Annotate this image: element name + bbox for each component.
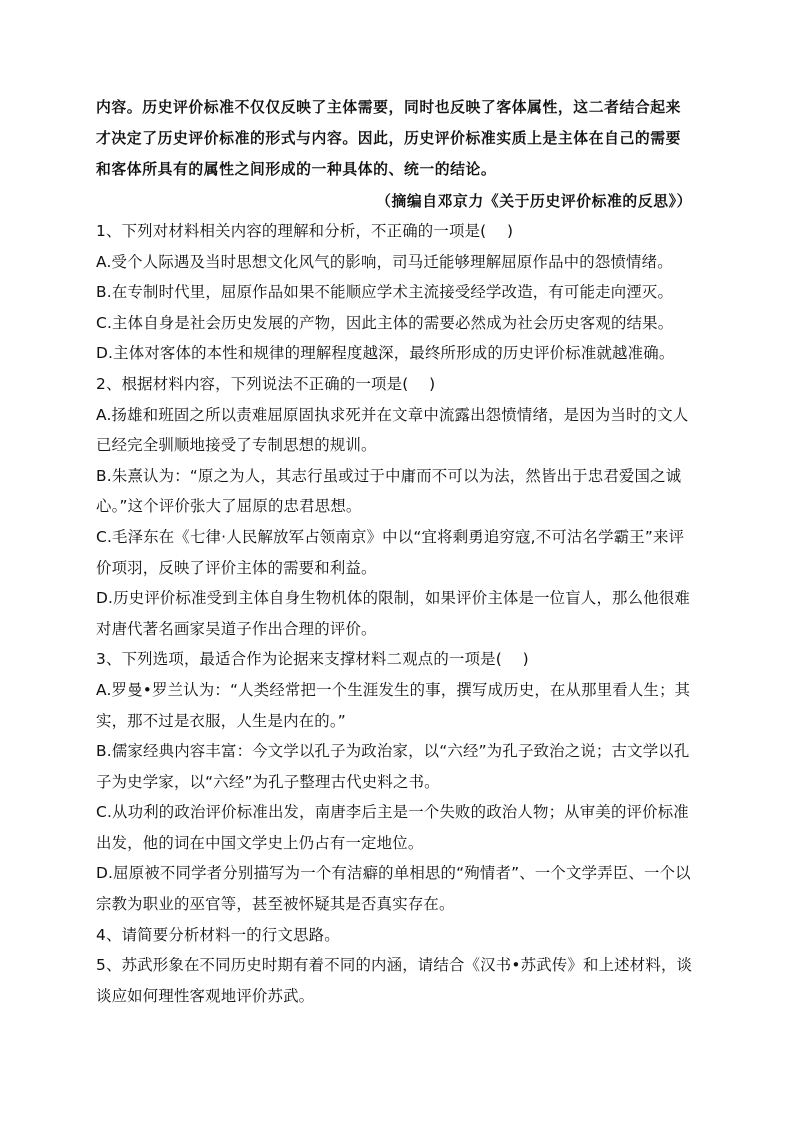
question-list — [96, 216, 696, 1011]
question-3-option-a: A.罗曼•罗兰认为：“人类经常把一个生涯发生的事，撰写成历史，在从那里看人生；其实，那不过是衣服，人生是内在的。” — [96, 680, 691, 730]
passage-paragraph: 内容。历史评价标准不仅仅反映了主体需要，同时也反映了客体属性，这二者结合起来才决定了历史评价标准的形式与内容。因此，历史评价标准实质上是主体在自己的需要和客体所具有的属性之间形成的一种具体的、统一的结论。 — [96, 99, 682, 178]
question-5-stem: 5、苏武形象在不同历史时期有着不同的内涵，请结合《汉书•苏武传》和上述材料，谈谈应如何理性客观地评价苏武。 — [96, 956, 693, 1005]
question-2-option-c: C.毛泽东在《七律·人民解放军占领南京》中以“宜将剩勇追穷寇,不可沽名学霸王”来评价项羽，反映了评价主体的需要和利益。 — [96, 527, 685, 577]
question-2-option-a: A.扬雄和班固之所以责难屈原固执求死并在文章中流露出怨愤情绪，是因为当时的文人已经完全驯顺地接受了专制思想的规训。 — [96, 405, 689, 455]
question-1 — [96, 216, 696, 369]
question-2-option-d: D.历史评价标准受到主体自身生物机体的限制，如果评价主体是一位盲人，那么他很难对唐代著名画家吴道子作出合理的评价。 — [96, 589, 690, 638]
question-1-option-a: A.受个人际遇及当时思想文化风气的影响，司马迁能够理解屈原作品中的怨愤情绪。 — [96, 252, 673, 271]
question-1-stem: 1、下列对材料相关内容的理解和分析，不正确的一项是( ) — [96, 222, 514, 240]
question-3-option-c: C.从功利的政治评价标准出发，南唐李后主是一个失败的政治人物；从审美的评价标准出发，他的词在中国文学史上仍占有一定地位。 — [96, 803, 689, 852]
question-4 — [96, 920, 696, 951]
question-2-stem: 2、根据材料内容，下列说法不正确的一项是( ) — [96, 374, 436, 393]
question-3 — [96, 644, 696, 919]
passage-source-citation: （摘编自邓京力《关于历史评价标准的反思》） — [376, 193, 692, 210]
question-3-option-b: B.儒家经典内容丰富：今文学以孔子为政治家，以“六经”为孔子致治之说；古文学以孔子为史学家，以“六经”为孔子整理古代史料之书。 — [96, 742, 690, 791]
passage-text-block — [96, 92, 690, 185]
question-2-option-b: B.朱熹认为：“原之为人，其志行虽或过于中庸而不可以为法，然皆出于忠君爱国之诚心。”这个评价张大了屈原的忠君思想。 — [96, 466, 682, 516]
question-1-option-b: B.在专制时代里，屈原作品如果不能顺应学术主流接受经学改造，有可能走向湮灭。 — [96, 283, 674, 302]
question-1-option-c: C.主体自身是社会历史发展的产物，因此主体的需要必然成为社会历史客观的结果。 — [96, 313, 674, 332]
question-4-stem: 4、请简要分析材料一的行文思路。 — [96, 925, 340, 944]
question-3-option-d: D.屈原被不同学者分别描写为一个有洁癖的单相思的“殉情者”、一个文学弄臣、一个以宗教为职业的巫官等，甚至被怀疑其是否真实存在。 — [96, 864, 691, 914]
question-5 — [96, 950, 696, 1011]
question-1-option-d: D.主体对客体的本性和规律的理解程度越深，最终所形成的历史评价标准就越准确。 — [96, 344, 675, 363]
question-2 — [96, 369, 696, 644]
question-3-stem: 3、下列选项，最适合作为论据来支撑材料二观点的一项是( ) — [96, 650, 529, 669]
